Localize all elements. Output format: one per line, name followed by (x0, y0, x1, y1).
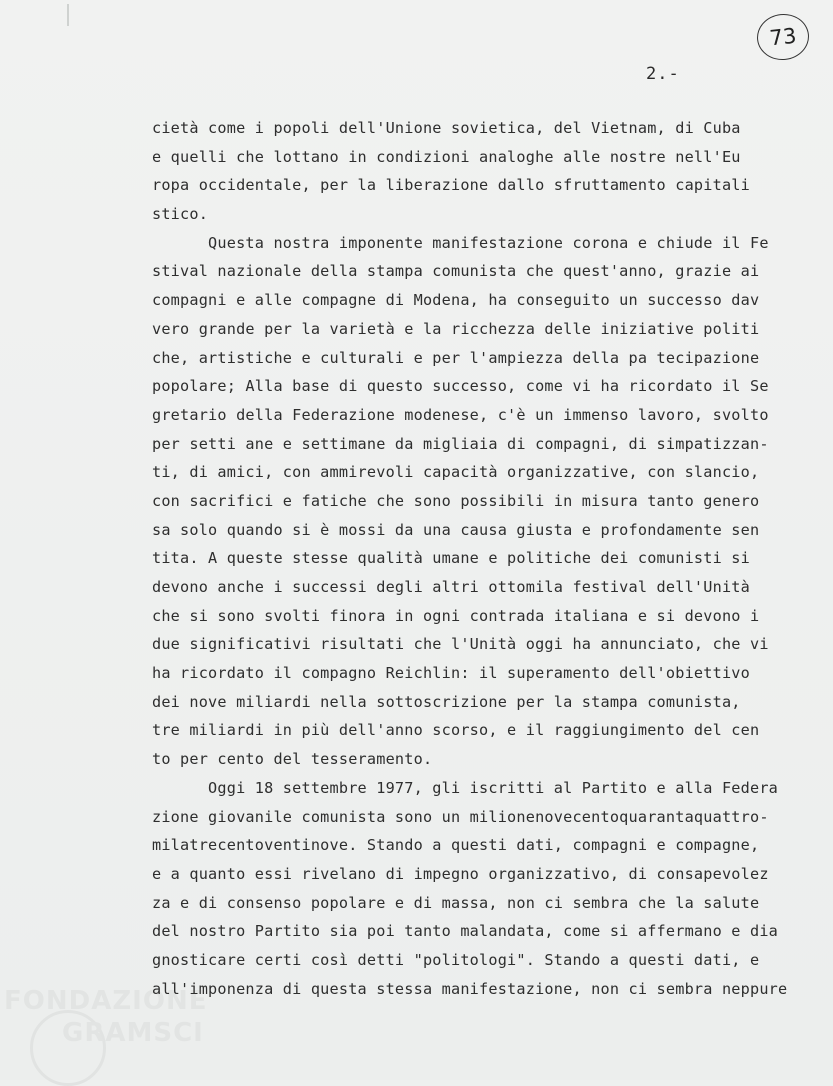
text-line: gretario della Federazione modenese, c'è un immenso lavoro, svolto (152, 405, 769, 424)
text-line: due significativi risultati che l'Unità oggi ha annunciato, che vi (152, 635, 769, 654)
text-line: stival nazionale della stampa comunista che quest'anno, grazie ai (152, 262, 760, 281)
text-line: cietà come i popoli dell'Unione sovietica, del Vietnam, di Cuba (152, 119, 741, 137)
archive-number-stamp (755, 11, 812, 62)
text-line: to per cento del tesseramento. (152, 750, 433, 769)
text-line: vero grande per la varietà e la ricchezza delle iniziative politi (152, 319, 760, 338)
watermark-line-1: FONDAZIONE (4, 986, 208, 1016)
text-line: e a quanto essi rivelano di impegno organizzativo, di consapevolez (152, 864, 769, 883)
text-line: ti, di amici, con ammirevoli capacità organizzative, con slancio, (152, 463, 760, 482)
text-line: sa solo quando si è mossi da una causa giusta e profondamente sen (152, 520, 760, 539)
document-body (152, 114, 832, 1003)
text-line: za e di consenso popolare e di massa, non ci sembra che la salute (152, 893, 760, 912)
text-line: Questa nostra imponente manifestazione corona e chiude il Fe (152, 233, 769, 252)
corner-mark (67, 4, 75, 26)
text-line: tita. A queste stesse qualità umane e politiche dei comunisti si (152, 549, 750, 568)
text-line: e quelli che lottano in condizioni analoghe alle nostre nell'Eu (152, 147, 741, 166)
text-line: milatrecentoventinove. Stando a questi dati, compagni e compagne, (152, 836, 760, 855)
text-line: per setti ane e settimane da migliaia di compagni, di simpatizzan- (152, 434, 769, 453)
page-number: 2.- (646, 64, 680, 84)
text-line: gnosticare certi così detti "politologi". Stando a questi dati, e (152, 950, 760, 969)
text-line: dei nove miliardi nella sottoscrizione per la stampa comunista, (152, 692, 741, 711)
text-line: popolare; Alla base di questo successo, come vi ha ricordato il Se (152, 377, 769, 396)
text-line: ha ricordato il compagno Reichlin: il superamento dell'obiettivo (152, 664, 750, 683)
text-line: ropa occidentale, per la liberazione dallo sfruttamento capitali (152, 176, 750, 195)
text-line: Oggi 18 settembre 1977, gli iscritti al Partito e alla Federa (152, 778, 779, 797)
archive-number: 73 (768, 23, 798, 51)
text-line: del nostro Partito sia poi tanto malandata, come si affermano e dia (152, 922, 779, 941)
text-line: che, artistiche e culturali e per l'ampiezza della pa tecipazione (152, 348, 760, 367)
text-line: zione giovanile comunista sono un milionenovecentoquarantaquattro- (152, 807, 769, 826)
watermark-line-2: GRAMSCI (62, 1018, 204, 1048)
text-line: che si sono svolti finora in ogni contrada italiana e si devono i (152, 606, 760, 625)
text-line: con sacrifici e fatiche che sono possibili in misura tanto genero (152, 491, 760, 510)
text-line: compagni e alle compagne di Modena, ha conseguito un successo dav (152, 291, 760, 310)
text-line: stico. (152, 205, 209, 224)
text-line: tre miliardi in più dell'anno scorso, e il raggiungimento del cen (152, 721, 760, 740)
text-line: all'imponenza di questa stessa manifestazione, non ci sembra neppure (152, 979, 788, 998)
text-line: devono anche i successi degli altri ottomila festival dell'Unità (152, 578, 750, 596)
